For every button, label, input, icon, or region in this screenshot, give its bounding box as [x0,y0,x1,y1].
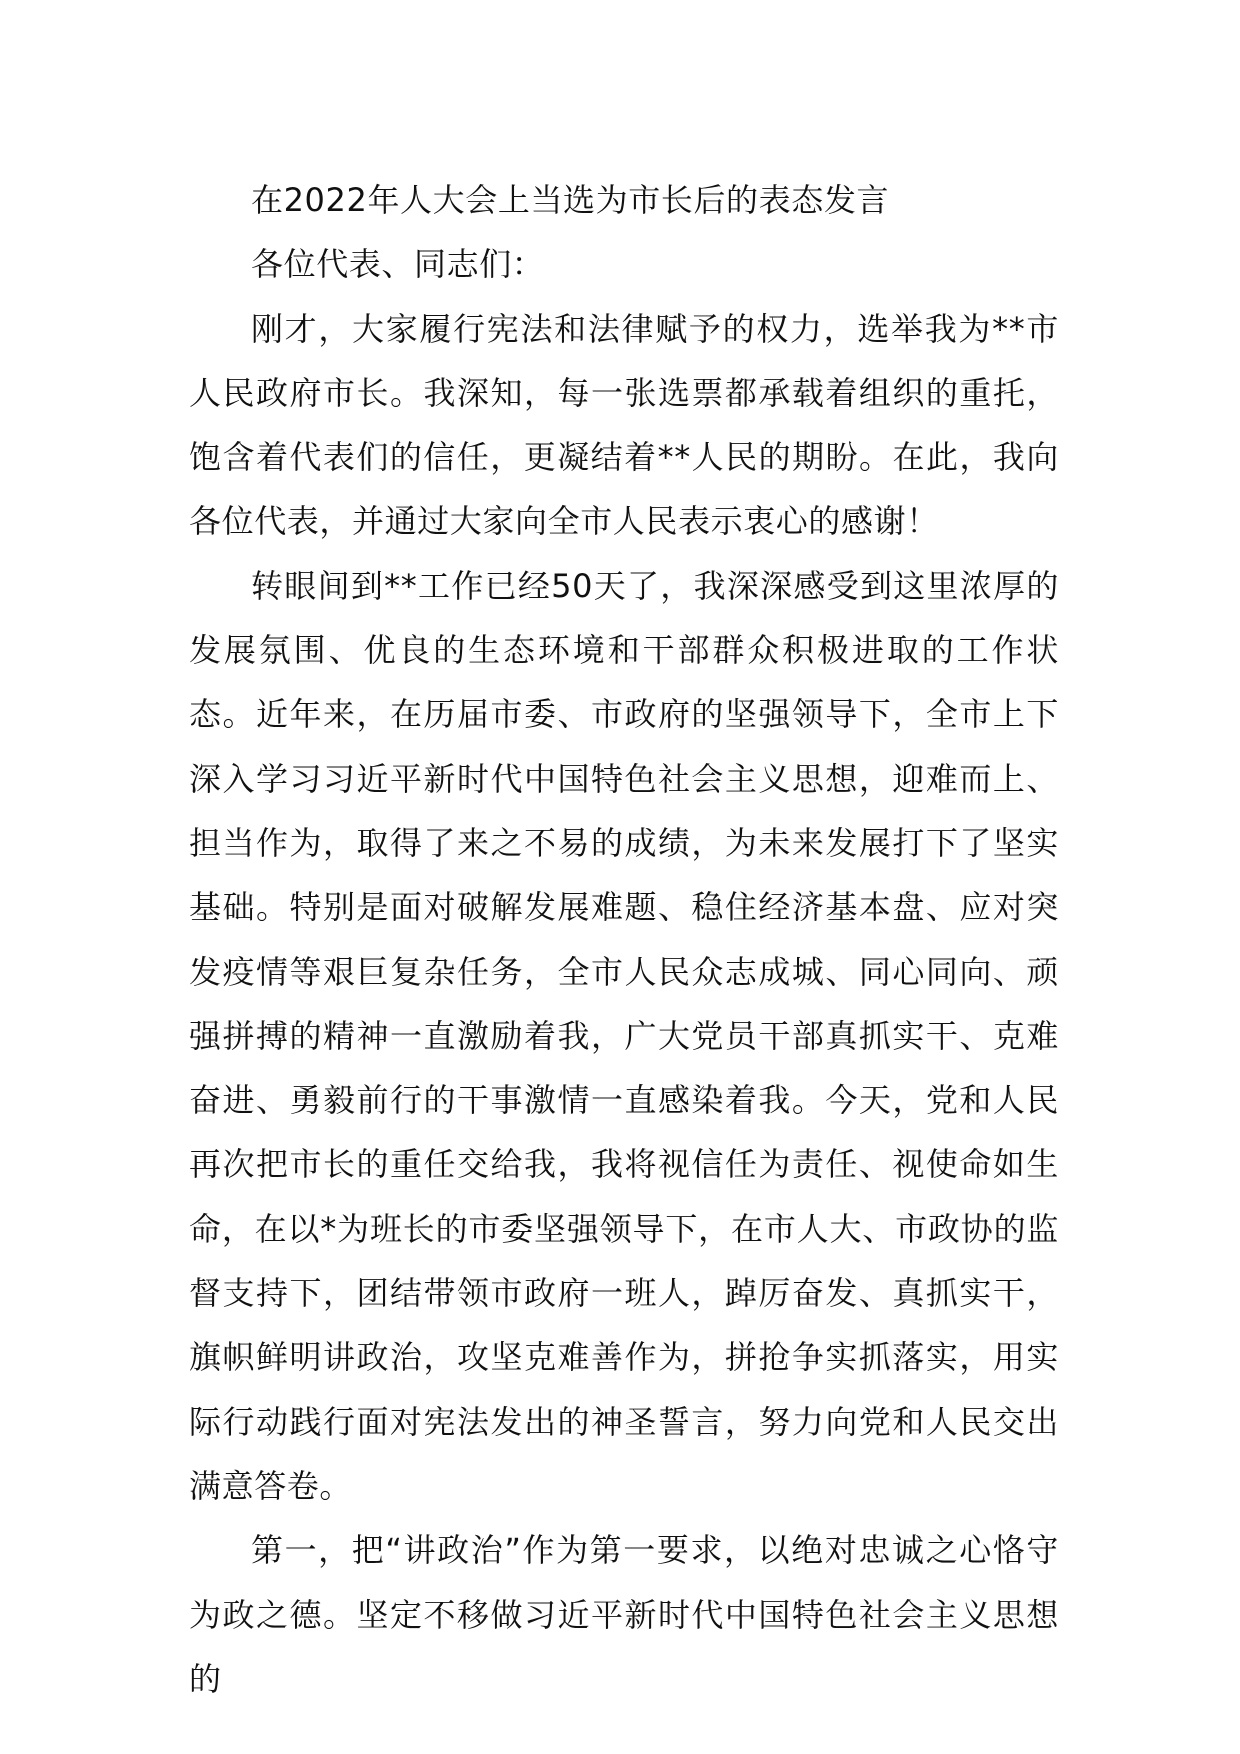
document-body [189,168,1059,1711]
paragraph-work-review: 转眼间到**工作已经50天了，我深深感受到这里浓厚的发展氛围、优良的生态环境和干部群众积极进取的工作状态。近年来，在历届市委、市政府的坚强领导下，全市上下深入学习习近平新时代中国特色社会主义思想，迎难而上、担当作为，取得了来之不易的成绩，为未来发展打下了坚实基础。特别是面对破解发展难题、稳住经济基本盘、应对突发疫情等艰巨复杂任务，全市人民众志成城、同心同向、顽强拼搏的精神一直激励着我，广大党员干部真抓实干、克难奋进、勇毅前行的干事激情一直感染着我。今天，党和人民再次把市长的重任交给我，我将视信任为责任、视使命如生命，在以*为班长的市委坚强领导下，在市人大、市政协的监督支持下，团结带领市政府一班人，踔厉奋发、真抓实干，旗帜鲜明讲政治，攻坚克难善作为，拼抢争实抓落实，用实际行动践行面对宪法发出的神圣誓言，努力向党和人民交出满意答卷。 [189,566,1059,1505]
salutation: 各位代表、同志们： [251,245,545,284]
paragraph-thanks: 刚才，大家履行宪法和法律赋予的权力，选举我为**市人民政府市长。我深知，每一张选票都承载着组织的重托，饱含着代表们的信任，更凝结着**人民的期盼。在此，我向各位代表，并通过大家向全市人民表示衷心的感谢！ [189,309,1059,541]
document-title: 在2022年人大会上当选为市长后的表态发言 [251,181,890,219]
paragraph-first-point: 第一，把“讲政治”作为第一要求，以绝对忠诚之心恪守为政之德。坚定不移做习近平新时代中国特色社会主义思想的 [189,1531,1059,1698]
